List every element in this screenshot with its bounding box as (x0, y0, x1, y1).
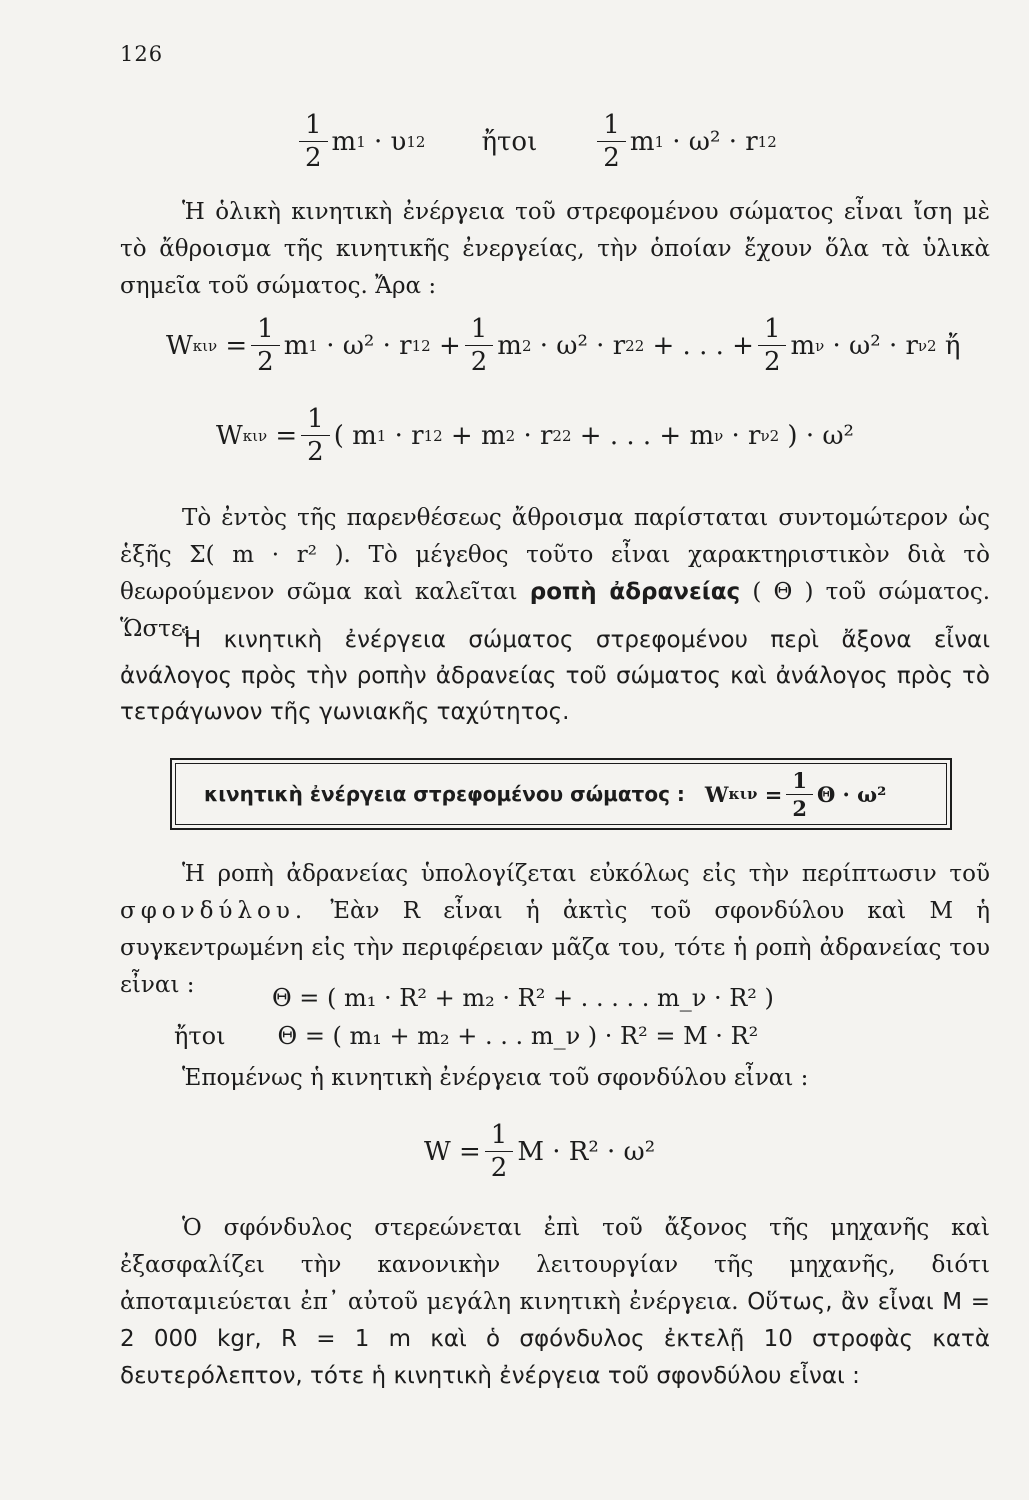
word-itoi: ἤτοι (481, 126, 538, 157)
spaced-word: σφονδύλου. (120, 898, 308, 924)
equation-factored-energy: W κιν = $\frac{1}{2}$ ( m 1 · r 1 2 + m 2 · r 2 2 + . . . + m ν · r ν 2 ) · ω² (216, 404, 854, 467)
boxed-formula (170, 758, 952, 830)
paragraph-moment-of-inertia: Τὸ ἐντὸς τῆς παρενθέσεως ἄθροισμα παρίσταται συντομώτερον ὡς ἑξῆς Σ( m · r² ). Τὸ μέγεθος τοῦτο εἶναι χαρακτηριστικὸν διὰ τὸ θεωρούμενον σῶμα καὶ καλεῖται ροπὴ ἀδρανείας ( Θ ) τοῦ σώματος. Ὥστε: (120, 505, 991, 642)
equation-sum-energy: W κιν = $\frac{1}{2}$ m 1 · ω² · r 1 2 + $\frac{1}{2}$ m 2 · ω² · r 2 2 + . . . + $\frac{1}{2}$ m ν · ω² · r ν 2 ἤ (166, 314, 961, 377)
term-ropi-adraneias: ροπὴ ἀδρανείας (529, 579, 741, 605)
equation-theta-mr2: ἤτοι Θ = ( m₁ + m₂ + . . . m_ν ) · R² = M · R² (174, 1022, 759, 1050)
paragraph-statement: Ἡ κινητικὴ ἐνέργεια σώματος στρεφομένου περὶ ἄξονα εἶναι ἀνάλογος πρὸς τὴν ροπὴν ἀδρανείας τοῦ σώματος καὶ ἀνάλογος πρὸς τὸ τετράγωνον τῆς γωνιακῆς ταχύτητος. (120, 627, 990, 725)
paragraph-flywheel: Ἡ ροπὴ ἀδρανείας ὑπολογίζεται εὐκόλως εἰς τὴν περίπτωσιν τοῦ σφονδύλου. Ἐὰν R εἶναι ἡ ἀκτὶς τοῦ σφονδύλου καὶ M ἡ συγκεντρωμένη εἰς τὴν περιφέρειαν μᾶζα του, τότε ἡ ροπὴ ἀδρανείας του εἶναι : (120, 861, 991, 998)
equation-kinetic-point: $\frac{1}{2}$ m 1 · υ 1 2 ἤτοι $\frac{1}{2}$ m 1 · ω² · r 1 2 (295, 112, 777, 171)
equation-flywheel-energy: W = $\frac{1}{2}$ M · R² · ω² (424, 1120, 656, 1183)
boxed-formula-expression: W κιν = $\frac{1}{2}$ Θ · ω² (704, 767, 887, 821)
fraction-half: $\frac{1}{2}$ (299, 112, 328, 171)
fraction-half: $\frac{1}{2}$ (597, 112, 626, 171)
paragraph-therefore: Ἑπομένως ἡ κινητικὴ ἐνέργεια τοῦ σφονδύλου εἶναι : (182, 1065, 809, 1091)
boxed-formula-label: κινητικὴ ἐνέργεια στρεφομένου σώματος : (204, 782, 685, 806)
page-number: 126 (120, 42, 164, 66)
paragraph-flywheel-example: Ὁ σφόνδυλος στερεώνεται ἐπὶ τοῦ ἄξονος τῆς μηχανῆς καὶ ἐξασφαλίζει τὴν κανονικὴν λειτουργίαν τῆς μηχανῆς, διότι ἀποταμιεύεται ἐπ᾽ αὐτοῦ μεγάλη κινητικὴ ἐνέργεια. Οὕτως, ἂν εἶναι M = 2 000 kgr, R = 1 m καὶ ὁ σφόνδυλος ἐκτελῇ 10 στροφὰς κατὰ δευτερόλεπτον, τότε ἡ κινητικὴ ἐνέργεια τοῦ σφονδύλου εἶναι : (120, 1215, 990, 1389)
paragraph-total-energy: Ἡ ὁλικὴ κινητικὴ ἐνέργεια τοῦ στρεφομένου σώματος εἶναι ἴση μὲ τὸ ἄθροισμα τῆς κινητικῆς ἐνεργείας, τὴν ὁποίαν ἔχουν ὅλα τὰ ὑλικὰ σημεῖα τοῦ σώματος. Ἄρα : (120, 199, 990, 299)
equation-theta-sum: Θ = ( m₁ · R² + m₂ · R² + . . . . . m_ν · R² ) (272, 984, 774, 1012)
